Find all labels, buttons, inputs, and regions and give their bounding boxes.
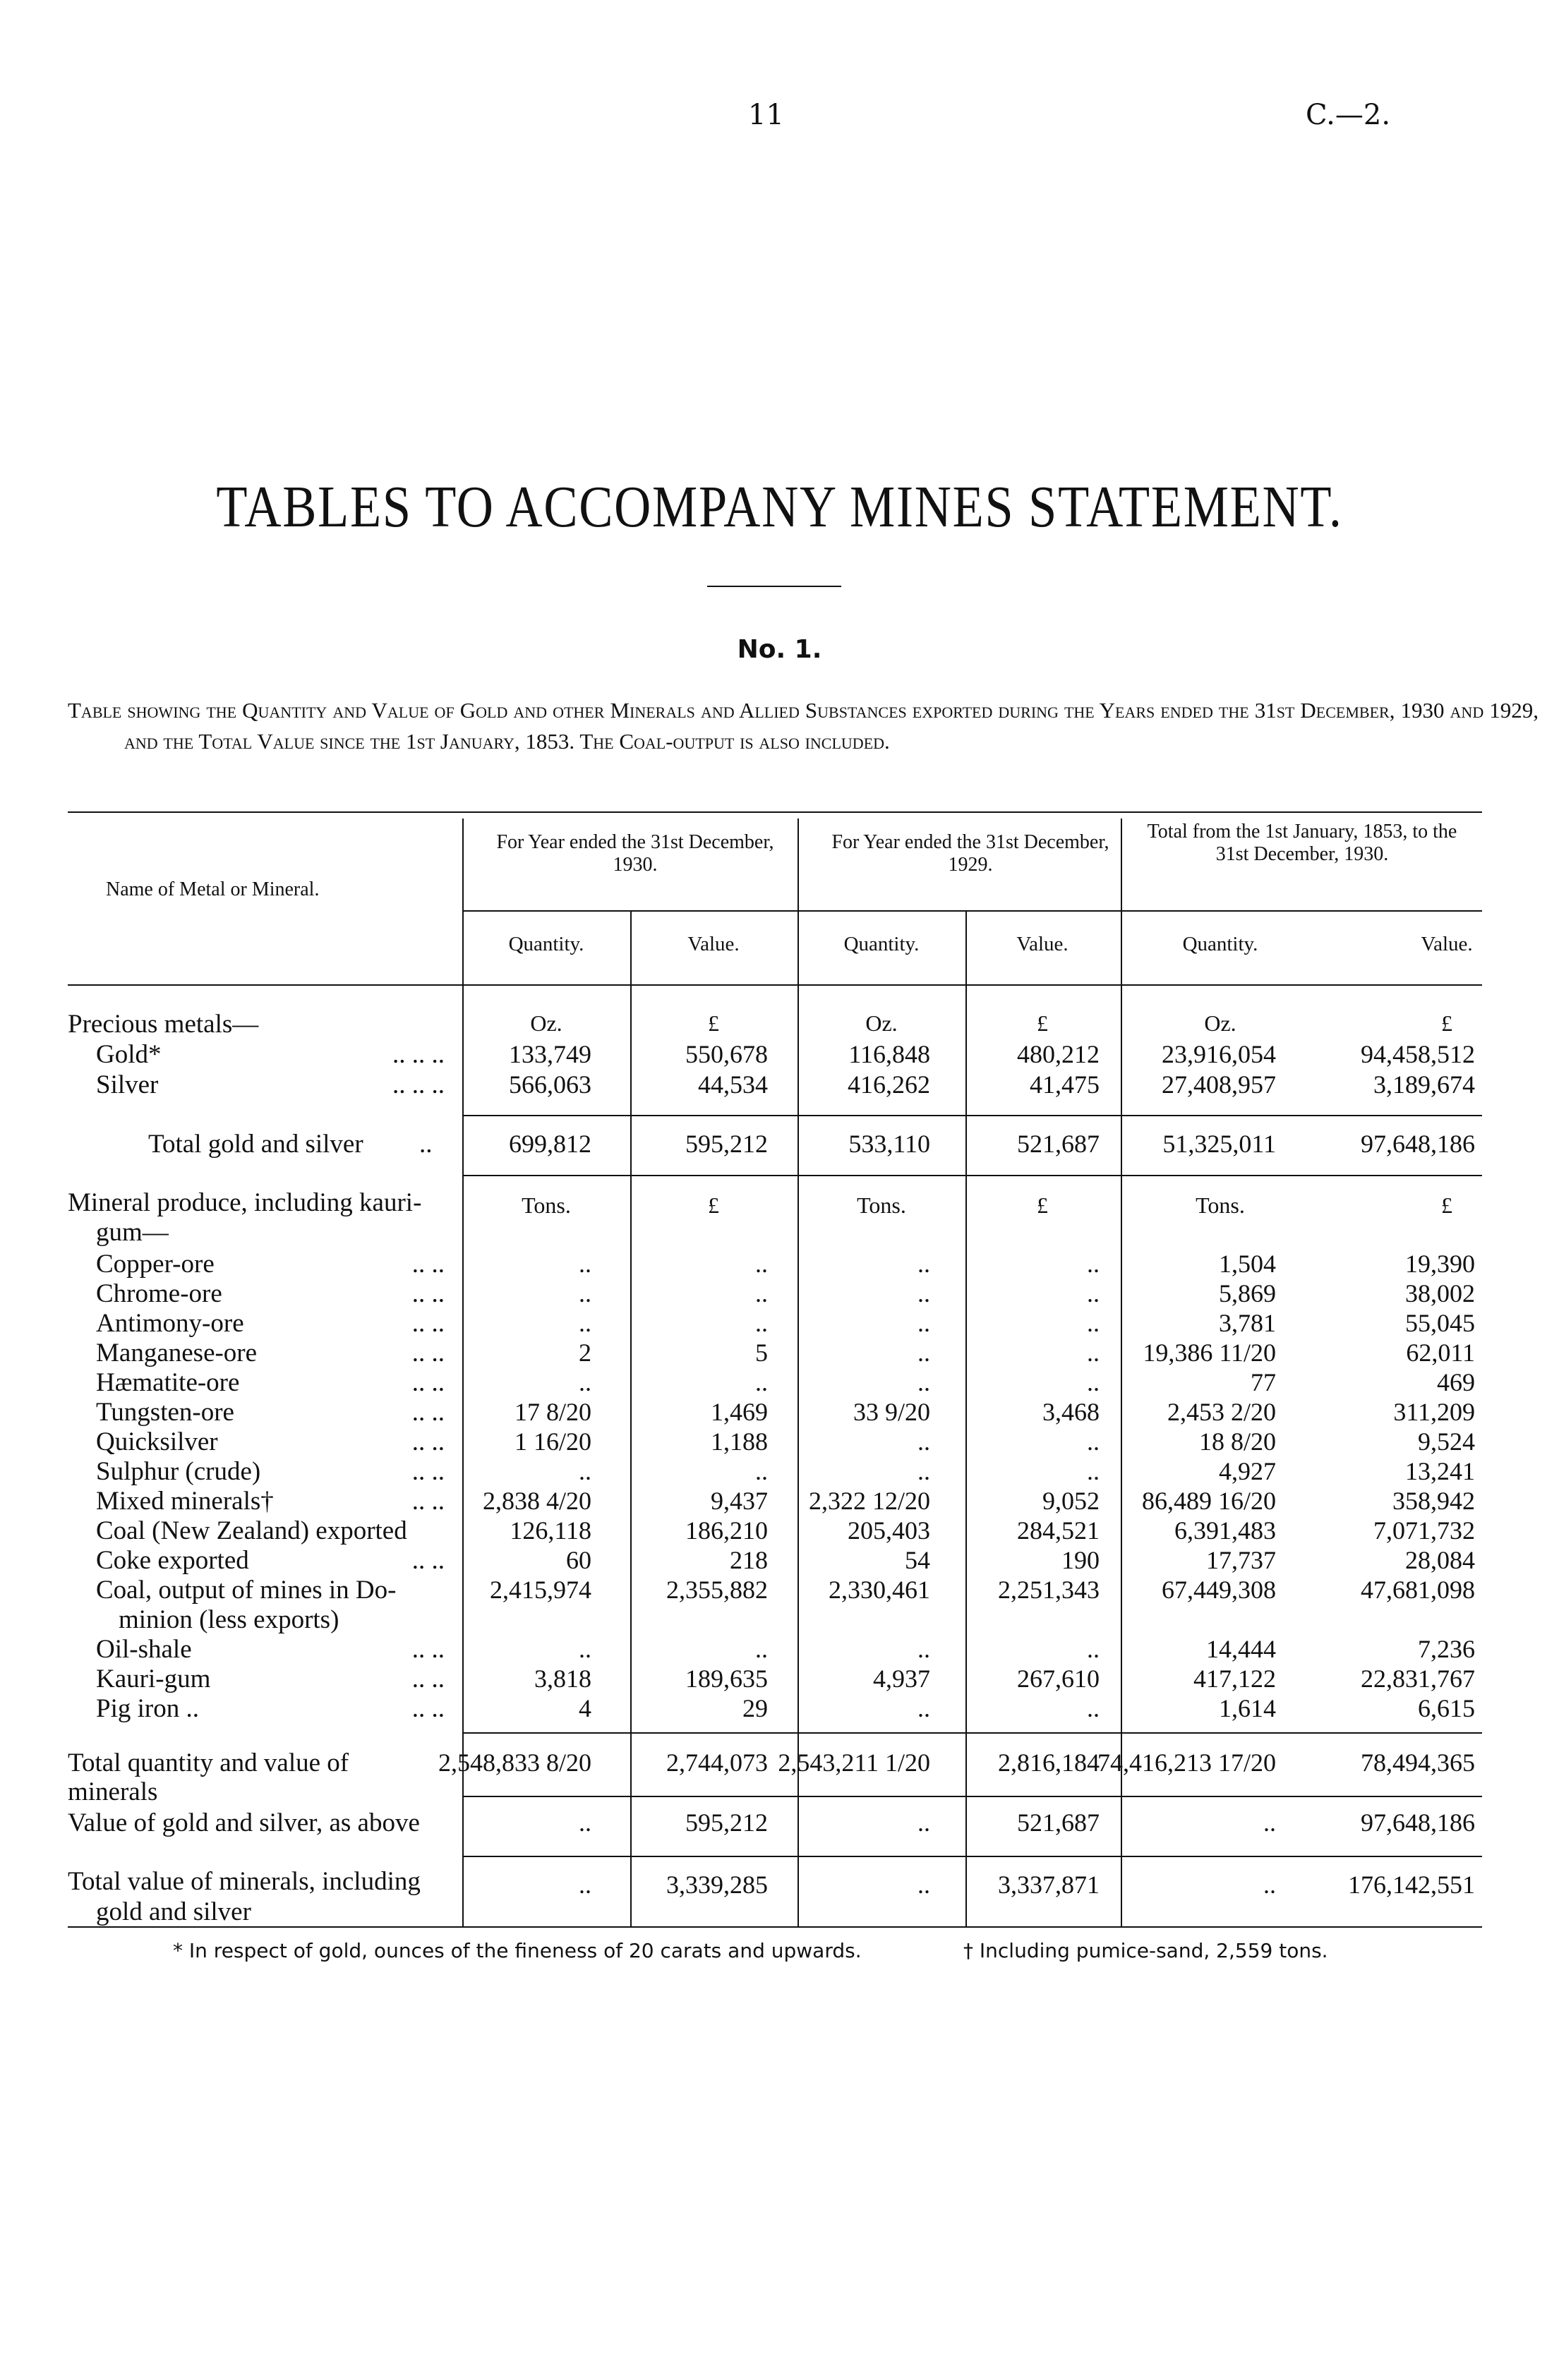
dot-leaders: .. .. .. (392, 1040, 445, 1069)
table-cell-value: .. (917, 1309, 930, 1337)
table-cell-value: 41,475 (1030, 1070, 1100, 1099)
dot-leaders: .. .. (411, 1635, 445, 1664)
unit-label: Tons. (1196, 1192, 1245, 1218)
dot-leaders: .. .. (411, 1546, 445, 1575)
unit-label: Tons. (522, 1192, 571, 1218)
unit-label: Tons. (857, 1192, 906, 1218)
table-cell-value: 2,251,343 (998, 1576, 1100, 1604)
table-cell-value: .. (755, 1279, 768, 1307)
table-cell-value: .. (917, 1250, 930, 1278)
table-cell-value: 6,391,483 (1174, 1516, 1276, 1545)
table-cell-value: 9,052 (1042, 1487, 1100, 1515)
table-cell-value: 2,453 2/20 (1167, 1398, 1276, 1426)
table-cell-value: .. (917, 1457, 930, 1485)
table-cell-value: .. (755, 1250, 768, 1278)
table-cell-value: 267,610 (1017, 1665, 1100, 1693)
mineral-name: Gold* (96, 1040, 162, 1069)
table-cell-value: 19,390 (1405, 1250, 1475, 1278)
table-cell-value: 2 (579, 1339, 591, 1367)
table-cell-value: 28,084 (1405, 1546, 1475, 1574)
table-cell-value: 13,241 (1405, 1457, 1475, 1485)
table-cell-value: 2,838 4/20 (482, 1487, 591, 1515)
table-cell-value: 38,002 (1405, 1279, 1475, 1307)
table-cell-value: .. (579, 1808, 591, 1837)
table-cell-value: .. (579, 1368, 591, 1396)
gold-silver-value-label: Value of gold and silver, as above (68, 1808, 420, 1837)
grand-total-label-cont: gold and silver (96, 1897, 251, 1926)
table-cell-value: 17 8/20 (514, 1398, 591, 1426)
mineral-name: Antimony-ore (96, 1309, 244, 1338)
table-bottom-rule (68, 1926, 1482, 1928)
table-cell-value: .. (755, 1635, 768, 1663)
table-cell-value: .. (579, 1309, 591, 1337)
unit-label: £ (708, 1192, 719, 1218)
table-cell-value: 9,437 (711, 1487, 768, 1515)
table-cell-value: 1,188 (711, 1427, 768, 1456)
table-caption: Table showing the Quantity and Value of Gold and other Minerals and Allied Substances exported during the Years ended the 31st December, 1930 and 1929, and the Total Value since the 1st January, 1853. The Coal-output is also included. (68, 698, 1539, 754)
table-cell-value: 97,648,186 (1361, 1130, 1475, 1158)
table-cell-value: .. (579, 1250, 591, 1278)
mineral-name: Chrome-ore (96, 1279, 222, 1308)
mineral-name: Hæmatite-ore (96, 1368, 240, 1397)
table-cell-value: .. (1087, 1635, 1100, 1663)
table-cell-value: 2,330,461 (829, 1576, 930, 1604)
unit-label: £ (1037, 1010, 1048, 1036)
dot-leaders: .. .. (411, 1665, 445, 1693)
table-cell-value: 416,262 (848, 1070, 930, 1099)
title-divider (707, 586, 841, 587)
table-cell-value: 4,937 (873, 1665, 930, 1693)
mineral-name-cont: minion (less exports) (119, 1605, 339, 1634)
table-cell-value: .. (1087, 1339, 1100, 1367)
table-cell-value: 1,614 (1219, 1694, 1276, 1722)
mineral-name: Copper-ore (96, 1250, 215, 1279)
dot-leaders: .. .. (411, 1427, 445, 1456)
table-cell-value: 33 9/20 (853, 1398, 930, 1426)
table-cell-value: .. (1087, 1694, 1100, 1722)
unit-label: £ (1441, 1010, 1452, 1036)
table-cell-value: 358,942 (1392, 1487, 1475, 1515)
table-cell-value: 3,818 (534, 1665, 591, 1693)
table-cell-value: .. (1087, 1309, 1100, 1337)
table-cell-value: 62,011 (1406, 1339, 1475, 1367)
table-rule (462, 1732, 1482, 1734)
table-cell-value: 60 (566, 1546, 591, 1574)
table-cell-value: 699,812 (509, 1130, 591, 1158)
mineral-name: Tungsten-ore (96, 1398, 234, 1427)
table-cell-value: 2,415,974 (490, 1576, 591, 1604)
table-rule (462, 1115, 1482, 1116)
table-cell-value: 54 (905, 1546, 930, 1574)
table-cell-value: 566,063 (509, 1070, 591, 1099)
unit-label: £ (708, 1010, 719, 1036)
table-cell-value: .. (1087, 1279, 1100, 1307)
table-cell-value: 205,403 (848, 1516, 930, 1545)
quantity-header: Quantity. (508, 933, 584, 955)
dot-leaders: .. .. (411, 1398, 445, 1427)
table-cell-value: 27,408,957 (1162, 1070, 1276, 1099)
column-group-total: Total from the 1st January, 1853, to the 31st December, 1930. (1147, 821, 1457, 865)
table-cell-value: .. (917, 1694, 930, 1722)
dot-leaders: .. .. (411, 1339, 445, 1367)
footnote-mixed-minerals: † Including pumice-sand, 2,559 tons. (963, 1939, 1328, 1962)
table-cell-value: 4 (579, 1694, 591, 1722)
dot-leaders: .. .. (411, 1309, 445, 1338)
table-cell-value: 5,869 (1219, 1279, 1276, 1307)
quantity-header: Quantity. (843, 933, 920, 955)
table-cell-value: 2,548,833 8/20 (438, 1748, 591, 1777)
table-cell-value: 469 (1437, 1368, 1475, 1396)
table-cell-value: 3,337,871 (998, 1871, 1100, 1899)
mineral-name: Mixed minerals† (96, 1487, 274, 1516)
table-cell-value: 3,781 (1219, 1309, 1276, 1337)
table-cell-value: .. (917, 1427, 930, 1456)
value-header: Value. (1016, 933, 1069, 955)
table-cell-value: .. (917, 1635, 930, 1663)
table-cell-value: 2,355,882 (666, 1576, 768, 1604)
mineral-name: Kauri-gum (96, 1665, 211, 1693)
table-cell-value: 97,648,186 (1361, 1808, 1475, 1837)
table-cell-value: 14,444 (1206, 1635, 1276, 1663)
table-cell-value: .. (917, 1808, 930, 1837)
table-cell-value: .. (917, 1279, 930, 1307)
column-group-1930: For Year ended the 31st December, 1930. (496, 831, 774, 876)
table-cell-value: 550,678 (685, 1040, 768, 1068)
table-cell-value: .. (755, 1457, 768, 1485)
mineral-name: Coke exported (96, 1546, 249, 1575)
column-header-name: Name of Metal or Mineral. (106, 878, 320, 900)
table-cell-value: 595,212 (685, 1808, 768, 1837)
table-cell-value: 2,816,184 (998, 1748, 1100, 1777)
table-cell-value: .. (579, 1635, 591, 1663)
table-cell-value: 190 (1061, 1546, 1100, 1574)
table-cell-value: .. (1087, 1250, 1100, 1278)
table-cell-value: 7,071,732 (1373, 1516, 1475, 1545)
grand-total-label: Total value of minerals, including (68, 1867, 421, 1896)
table-cell-value: 533,110 (848, 1130, 930, 1158)
mineral-name: Silver (96, 1070, 159, 1099)
table-cell-value: 186,210 (685, 1516, 768, 1545)
total-minerals-label: Total quantity and value of (68, 1748, 349, 1777)
table-cell-value: 47,681,098 (1361, 1576, 1475, 1604)
table-cell-value: 284,521 (1017, 1516, 1100, 1545)
table-cell-value: 18 8/20 (1198, 1427, 1276, 1456)
mineral-name: Oil-shale (96, 1635, 192, 1664)
table-cell-value: 67,449,308 (1162, 1576, 1276, 1604)
mineral-name: Pig iron .. (96, 1694, 199, 1723)
unit-label: Oz. (865, 1010, 898, 1036)
dot-leaders: .. .. (411, 1250, 445, 1279)
section-heading-precious: Precious metals— (68, 1010, 259, 1039)
document-reference: C.—2. (1306, 99, 1391, 131)
table-cell-value: 4,927 (1219, 1457, 1276, 1485)
page-title: TABLES TO ACCOMPANY MINES STATEMENT. (216, 474, 1343, 540)
table-cell-value: .. (1087, 1368, 1100, 1396)
table-cell-value: 51,325,011 (1162, 1130, 1276, 1158)
table-cell-value: .. (917, 1871, 930, 1899)
dot-leaders: .. .. (411, 1368, 445, 1397)
table-cell-value: 9,524 (1418, 1427, 1475, 1456)
dot-leaders: .. .. .. (392, 1070, 445, 1099)
table-cell-value: 23,916,054 (1162, 1040, 1276, 1068)
table-cell-value: 29 (742, 1694, 768, 1722)
section-heading-minerals: Mineral produce, including kauri- (68, 1188, 422, 1217)
table-cell-value: 521,687 (1017, 1808, 1100, 1837)
unit-label: Oz. (530, 1010, 562, 1036)
dot-leaders: .. (419, 1130, 433, 1159)
table-cell-value: .. (917, 1339, 930, 1367)
dot-leaders: .. .. (411, 1457, 445, 1486)
table-cell-value: 5 (755, 1339, 768, 1367)
table-cell-value: 3,468 (1042, 1398, 1100, 1426)
table-cell-value: .. (1263, 1871, 1276, 1899)
total-minerals-label-cont: minerals (68, 1777, 158, 1806)
table-cell-value: 22,831,767 (1361, 1665, 1475, 1693)
table-cell-value: 6,615 (1418, 1694, 1475, 1722)
table-cell-value: 311,209 (1393, 1398, 1475, 1426)
unit-label: Oz. (1204, 1010, 1236, 1036)
table-cell-value: 3,189,674 (1373, 1070, 1475, 1099)
section-heading-minerals-cont: gum— (96, 1218, 169, 1247)
table-cell-value: .. (755, 1368, 768, 1396)
quantity-header: Quantity. (1182, 933, 1258, 955)
table-header-rule (68, 984, 1482, 986)
table-cell-value: 2,322 12/20 (808, 1487, 930, 1515)
table-cell-value: 44,534 (698, 1070, 768, 1099)
table-cell-value: 19,386 11/20 (1143, 1339, 1276, 1367)
mineral-name: Sulphur (crude) (96, 1457, 261, 1486)
table-top-rule (68, 811, 1482, 813)
unit-label: £ (1037, 1192, 1048, 1218)
value-header: Value. (1421, 933, 1473, 955)
column-group-1929: For Year ended the 31st December, 1929. (831, 831, 1109, 876)
table-cell-value: 1,469 (711, 1398, 768, 1426)
table-cell-value: 77 (1251, 1368, 1276, 1396)
table-cell-value: 595,212 (685, 1130, 768, 1158)
table-cell-value: 7,236 (1418, 1635, 1475, 1663)
table-cell-value: 116,848 (848, 1040, 930, 1068)
table-rule (462, 1175, 1482, 1176)
table-cell-value: 189,635 (685, 1665, 768, 1693)
table-cell-value: 17,737 (1206, 1546, 1276, 1574)
table-rule (462, 1796, 1482, 1797)
table-cell-value: .. (579, 1457, 591, 1485)
table-cell-value: 2,543,211 1/20 (778, 1748, 930, 1777)
table-rule (462, 1856, 1482, 1857)
mineral-name: Coal, output of mines in Do- (96, 1576, 397, 1605)
table-cell-value: 86,489 16/20 (1141, 1487, 1276, 1515)
dot-leaders: .. .. (411, 1487, 445, 1516)
table-cell-value: 74,416,213 17/20 (1097, 1748, 1276, 1777)
table-cell-value: 3,339,285 (666, 1871, 768, 1899)
table-number: No. 1. (737, 635, 822, 664)
subheader-rule (462, 910, 1482, 912)
table-cell-value: 218 (730, 1546, 768, 1574)
value-header: Value. (687, 933, 740, 955)
footnote-gold: * In respect of gold, ounces of the fineness of 20 carats and upwards. (173, 1939, 862, 1962)
table-cell-value: .. (1263, 1808, 1276, 1837)
page-number: 11 (748, 99, 784, 131)
table-cell-value: 55,045 (1405, 1309, 1475, 1337)
mineral-name: Coal (New Zealand) exported (96, 1516, 407, 1545)
table-cell-value: 78,494,365 (1361, 1748, 1475, 1777)
table-cell-value: .. (579, 1871, 591, 1899)
mineral-name: Quicksilver (96, 1427, 218, 1456)
table-cell-value: 94,458,512 (1361, 1040, 1475, 1068)
table-cell-value: .. (755, 1309, 768, 1337)
table-cell-value: .. (1087, 1457, 1100, 1485)
table-cell-value: .. (1087, 1427, 1100, 1456)
table-cell-value: 176,142,551 (1348, 1871, 1475, 1899)
table-cell-value: .. (579, 1279, 591, 1307)
table-cell-value: 1 16/20 (514, 1427, 591, 1456)
table-cell-value: .. (917, 1368, 930, 1396)
table-cell-value: 521,687 (1017, 1130, 1100, 1158)
table-cell-value: 2,744,073 (666, 1748, 768, 1777)
table-cell-value: 1,504 (1219, 1250, 1276, 1278)
unit-label: £ (1441, 1192, 1452, 1218)
total-gold-silver-label: Total gold and silver (148, 1130, 363, 1159)
table-cell-value: 126,118 (510, 1516, 591, 1545)
dot-leaders: .. .. (411, 1694, 445, 1723)
mineral-name: Manganese-ore (96, 1339, 258, 1367)
table-cell-value: 417,122 (1193, 1665, 1276, 1693)
table-cell-value: 480,212 (1017, 1040, 1100, 1068)
dot-leaders: .. .. (411, 1279, 445, 1308)
table-cell-value: 133,749 (509, 1040, 591, 1068)
